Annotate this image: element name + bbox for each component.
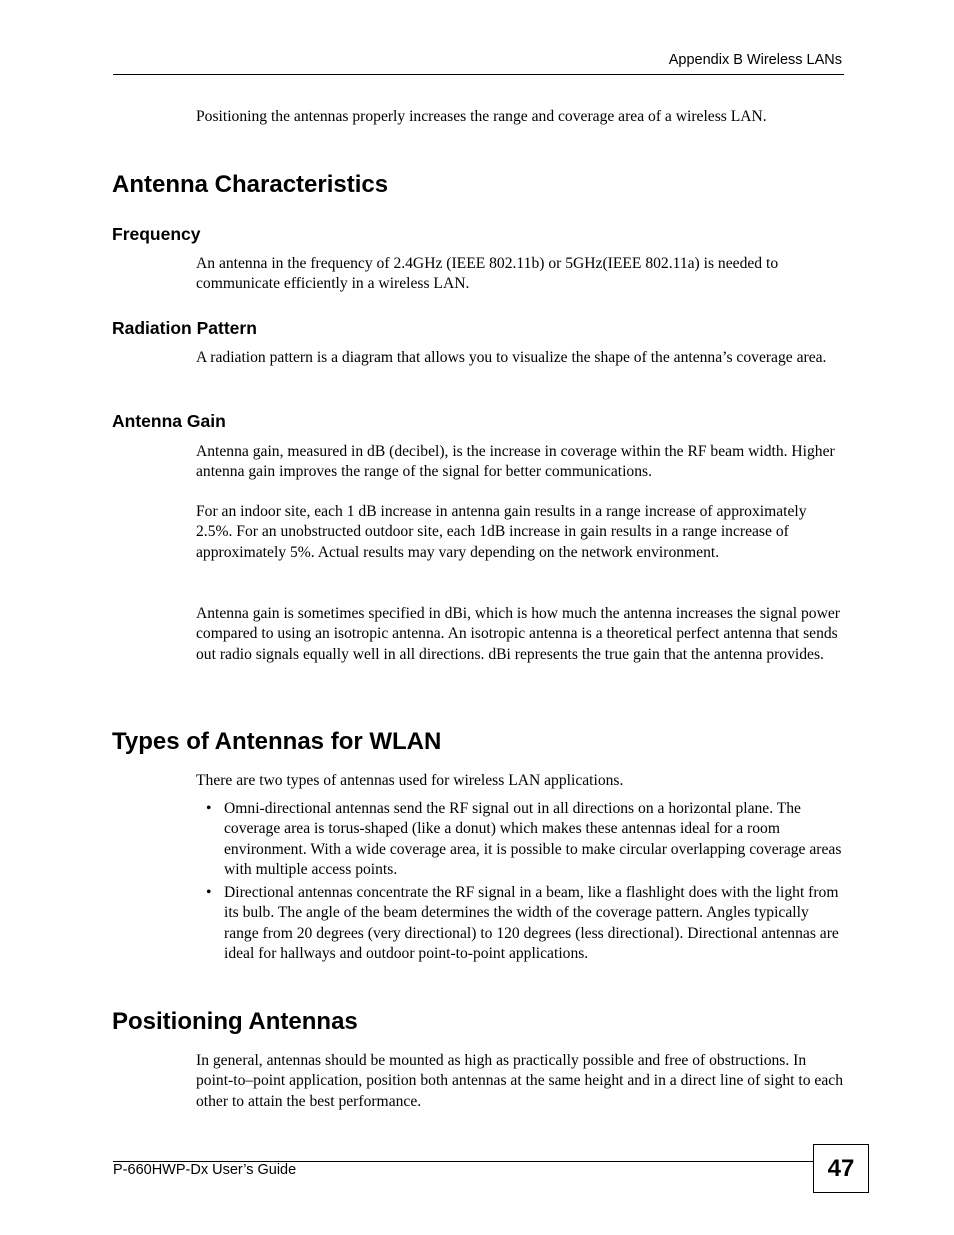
page-number: 47 xyxy=(813,1144,869,1193)
list-item xyxy=(196,799,846,880)
header-rule xyxy=(113,74,844,75)
types-intro-paragraph: There are two types of antennas used for wireless LAN applications. xyxy=(196,772,624,789)
heading-antenna-gain: Antenna Gain xyxy=(112,411,226,431)
antenna-gain-paragraph-1: Antenna gain, measured in dB (decibel), is the increase in coverage within the RF beam width. Higher antenna gain improves the range of the signal for better communications. xyxy=(196,443,835,481)
frequency-paragraph: An antenna in the frequency of 2.4GHz (IEEE 802.11b) or 5GHz(IEEE 802.11a) is needed to communicate efficiently in a wireless LAN. xyxy=(196,255,779,293)
footer-guide-title: P-660HWP-Dx User’s Guide xyxy=(113,1162,297,1178)
heading-frequency: Frequency xyxy=(112,224,201,244)
intro-paragraph: Positioning the antennas properly increases the range and coverage area of a wireless LAN. xyxy=(196,108,767,125)
heading-types-of-antennas: Types of Antennas for WLAN xyxy=(112,728,442,755)
bullet-mark: • xyxy=(206,800,212,817)
running-header: Appendix B Wireless LANs xyxy=(668,52,842,68)
antenna-types-list xyxy=(196,799,846,967)
heading-radiation-pattern: Radiation Pattern xyxy=(112,318,257,338)
antenna-gain-paragraph-3: Antenna gain is sometimes specified in dBi, which is how much the antenna increases the signal power compared to using an isotropic antenna. An isotropic antenna is a theoretical perfect antenna that sends out radio signals equally well in all directions. dBi represents the true gain that the antenna provides. xyxy=(196,605,840,663)
positioning-paragraph: In general, antennas should be mounted as high as practically possible and free of obstructions. In point-to–point application, position both antennas at the same height and in a direct line of sight to each other to attain the best performance. xyxy=(196,1052,843,1110)
list-item xyxy=(196,883,846,964)
antenna-gain-paragraph-2: For an indoor site, each 1 dB increase in antenna gain results in a range increase of approximately 2.5%. For an unobstructed outdoor site, each 1dB increase in gain results in a range increase of approximately 5%. Actual results may vary depending on the network environment. xyxy=(196,503,807,561)
heading-positioning-antennas: Positioning Antennas xyxy=(112,1008,358,1035)
bullet-mark: • xyxy=(206,884,212,902)
heading-antenna-characteristics: Antenna Characteristics xyxy=(112,171,389,198)
radiation-pattern-paragraph: A radiation pattern is a diagram that allows you to visualize the shape of the antenna’s coverage area. xyxy=(196,349,827,366)
bullet-text-omni-directional: Omni-directional antennas send the RF signal out in all directions on a horizontal plane. The coverage area is torus-shaped (like a donut) which makes these antennas ideal for a room environment. With a wide coverage area, it is possible to make circular overlapping coverage areas with multiple access points. xyxy=(224,800,842,878)
bullet-text-directional: Directional antennas concentrate the RF signal in a beam, like a flashlight does with the light from its bulb. The angle of the beam determines the width of the coverage pattern. Angles typically range from 20 degrees (very directional) to 120 degrees (less directional). Directional antennas are ideal for hallways and outdoor point-to-point applications. xyxy=(224,884,839,963)
